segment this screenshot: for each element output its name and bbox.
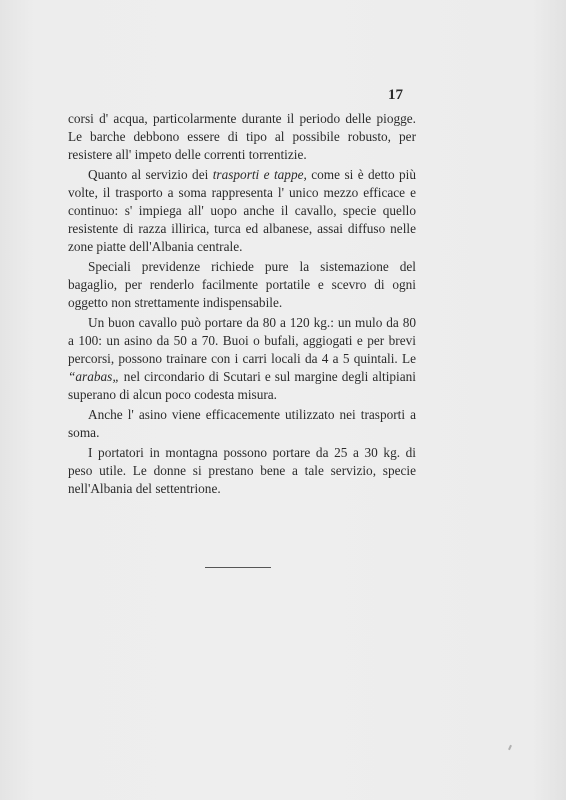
paragraph-loads: [68, 314, 416, 404]
page-number: 17: [388, 87, 403, 103]
paragraph-baggage: [68, 258, 416, 312]
body-text: [68, 110, 416, 498]
paragraph-transport-service: [68, 166, 416, 256]
paragraph-text: Anche l' asino viene efficacemente utilizzato nei trasporti a soma.: [68, 407, 416, 440]
paragraph-rivers: [68, 110, 416, 164]
paper-speck: [508, 745, 512, 750]
paragraph-text: Quanto al servizio dei: [88, 167, 213, 182]
paragraph-porters: [68, 444, 416, 498]
paragraph-emphasis: “arabas„: [68, 369, 120, 384]
section-divider: [205, 567, 271, 568]
paragraph-text: corsi d' acqua, particolarmente durante il periodo delle piogge. Le barche debbono essere di tipo al possibile robusto, per resistere all' impeto delle correnti torrentizie.: [68, 111, 416, 162]
paragraph-text: come si è detto più volte, il trasporto a soma rappresenta l' unico mezzo efficace e continuo: s' impiega all' uopo anche il cavallo, specie quello resistente di razza illirica, turca ed albanese, assai diffuso nelle zone piatte dell'Albania centrale.: [68, 167, 417, 254]
paragraph-donkey: [68, 406, 416, 442]
paragraph-text: nel circondario di Scutari e sul margine degli altipiani superano di alcun poco codesta misura.: [68, 369, 416, 402]
paragraph-emphasis: trasporti e tappe,: [212, 167, 307, 182]
paragraph-text: Un buon cavallo può portare da 80 a 120 kg.: un mulo da 80 a 100: un asino da 50 a 70. Buoi o bufali, aggiogati e per brevi percorsi, possono trainare con i carri locali da 4 a 5 quintali. Le: [68, 315, 416, 366]
paragraph-text: I portatori in montagna possono portare da 25 a 30 kg. di peso utile. Le donne si prestano bene a tale servizio, specie nell'Albania del settentrione.: [68, 445, 416, 496]
paragraph-text: Speciali previdenze richiede pure la sistemazione del bagaglio, per renderlo facilmente portatile e scevro di ogni oggetto non strettamente indispensabile.: [68, 259, 416, 310]
